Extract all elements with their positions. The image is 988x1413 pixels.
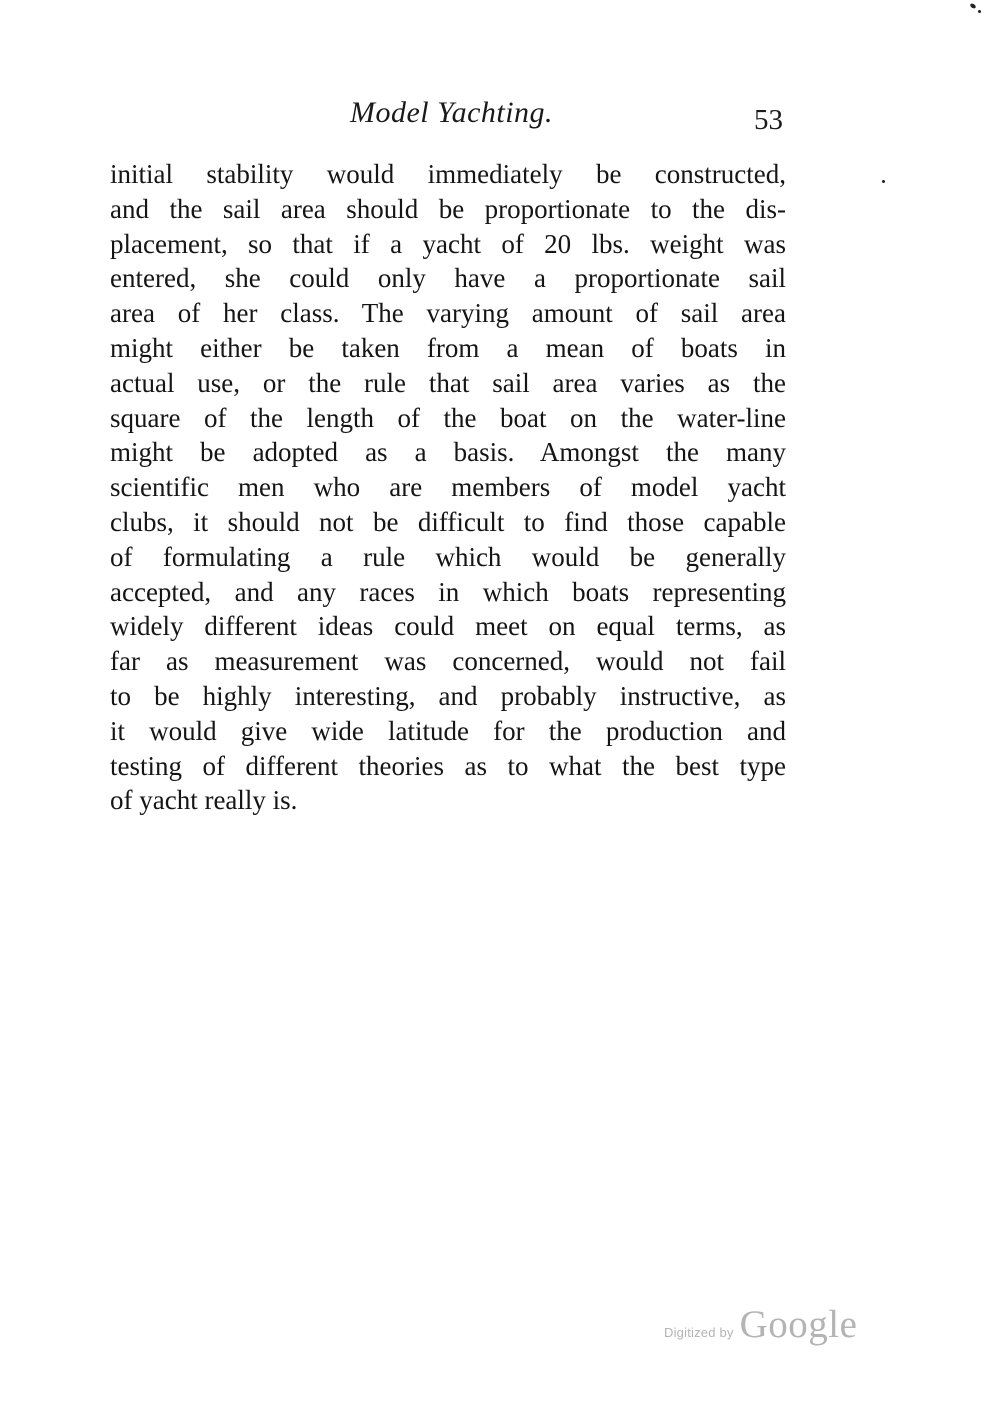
text-line: placement, so that if a yacht of 20 lbs. weight was — [110, 228, 786, 259]
text-line: might either be taken from a mean of boats in — [110, 332, 786, 363]
text-line: entered, she could only have a proportionate sail — [110, 263, 786, 294]
text-line: of yacht really is. — [110, 785, 298, 816]
scan-speck — [978, 10, 981, 13]
text-line: it would give wide latitude for the production and — [110, 715, 786, 746]
page-number: 53 — [754, 104, 783, 136]
text-line: accepted, and any races in which boats representing — [110, 576, 786, 607]
text-line: actual use, or the rule that sail area varies as the — [110, 367, 786, 398]
text-line: far as measurement was concerned, would not fail — [110, 646, 786, 677]
google-wordmark: Google — [739, 1303, 858, 1346]
text-line: might be adopted as a basis. Amongst the many — [110, 437, 786, 468]
scan-speck — [882, 180, 885, 183]
text-line: to be highly interesting, and probably instructive, as — [110, 680, 786, 711]
text-line: area of her class. The varying amount of sail area — [110, 298, 786, 329]
text-line: square of the length of the boat on the water-line — [110, 402, 786, 433]
running-title: Model Yachting. — [350, 96, 554, 129]
text-line: clubs, it should not be difficult to find those capable — [110, 506, 786, 537]
scan-speck — [969, 3, 976, 10]
text-line: widely different ideas could meet on equal terms, as — [110, 611, 786, 642]
watermark-prefix: Digitized by — [664, 1325, 734, 1340]
text-line: and the sail area should be proportionate to the dis- — [110, 193, 786, 224]
body-paragraph — [110, 157, 786, 818]
text-line: testing of different theories as to what the best type — [110, 750, 786, 781]
digitized-by-watermark — [664, 1302, 857, 1347]
text-line: scientific men who are members of model yacht — [110, 472, 786, 503]
text-line: of formulating a rule which would be generally — [110, 541, 786, 572]
text-line: initial stability would immediately be constructed, — [110, 159, 786, 189]
